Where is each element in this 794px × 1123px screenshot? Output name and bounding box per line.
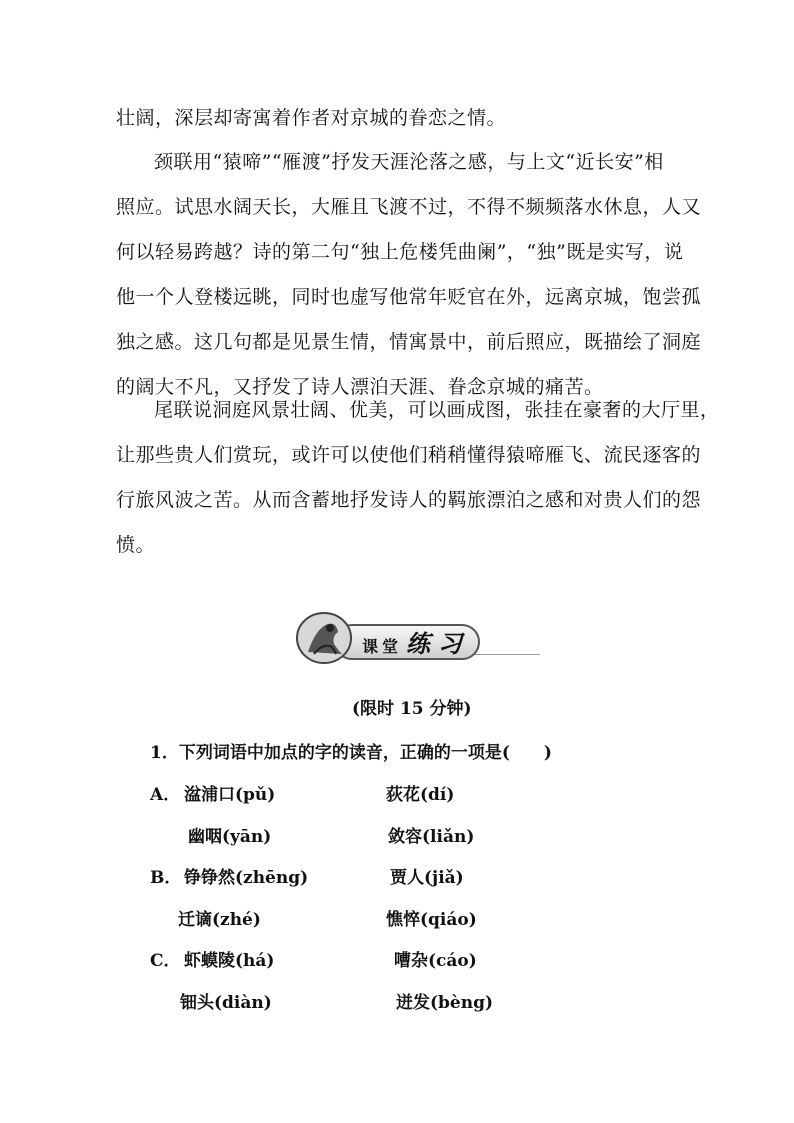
text-line: 的阔大不凡，又抒发了诗人漂泊天涯、眷念京城的痛苦。 (116, 376, 604, 398)
text-line: 照应。试思水阔天长，大雁且飞渡不过，不得不频频落水休息，人又 (116, 196, 702, 218)
option-word: 虾蟆陵(há) (184, 951, 275, 971)
banner-label-part1: 课堂 (362, 637, 403, 656)
text-line: 颈联用“猿啼”“雁渡”抒发天涯沦落之感，与上文“近长安”相 (154, 151, 664, 173)
option-letter: B． (150, 868, 182, 888)
paragraph-3 (116, 388, 720, 568)
option-word: 贾人(jiǎ) (390, 868, 464, 888)
option-letter: A． (150, 785, 181, 805)
text-line: 愤。 (116, 534, 156, 556)
banner-label-part2: 练习 (406, 629, 470, 658)
option-word: 铮铮然(zhēng) (184, 868, 309, 888)
option-word: 荻花(dí) (386, 785, 455, 805)
scholar-emblem-icon (294, 610, 354, 666)
option-word: 敛容(liǎn) (388, 827, 475, 847)
option-word: 迸发(bèng) (396, 993, 494, 1013)
paragraph-1 (116, 96, 686, 141)
time-limit: (限时 15 分钟) (352, 699, 472, 719)
option-word: 幽咽(yān) (188, 827, 272, 847)
text-line: 壮阔，深层却寄寓着作者对京城的眷恋之情。 (116, 107, 507, 129)
option-word: 湓浦口(pǔ) (184, 785, 276, 805)
paragraph-2 (116, 140, 702, 410)
text-line: 何以轻易跨越？诗的第二句“独上危楼凭曲阑”，“独”既是实写，说 (116, 241, 684, 263)
text-line: 让那些贵人们赏玩，或许可以使他们稍稍懂得猿啼雁飞、流民逐客的 (116, 444, 702, 466)
option-word: 嘈杂(cáo) (394, 951, 477, 971)
text-line: 行旅风波之苦。从而含蓄地抒发诗人的羁旅漂泊之感和对贵人们的怨 (116, 489, 702, 511)
text-line: 尾联说洞庭风景壮阔、优美，可以画成图，张挂在豪奢的大厅里， (154, 399, 720, 421)
question-stem: 1．下列词语中加点的字的读音，正确的一项是( ) (150, 743, 552, 763)
text-line: 独之感。这几句都是见景生情，情寓景中，前后照应，既描绘了洞庭 (116, 331, 702, 353)
section-banner (290, 608, 540, 668)
option-word: 迁谪(zhé) (178, 910, 261, 930)
text-line: 他一个人登楼远眺，同时也虚写他常年贬官在外，远离京城，饱尝孤 (116, 286, 702, 308)
option-letter: C． (150, 951, 181, 971)
option-word: 憔悴(qiáo) (386, 910, 477, 930)
option-word: 钿头(diàn) (180, 993, 272, 1013)
